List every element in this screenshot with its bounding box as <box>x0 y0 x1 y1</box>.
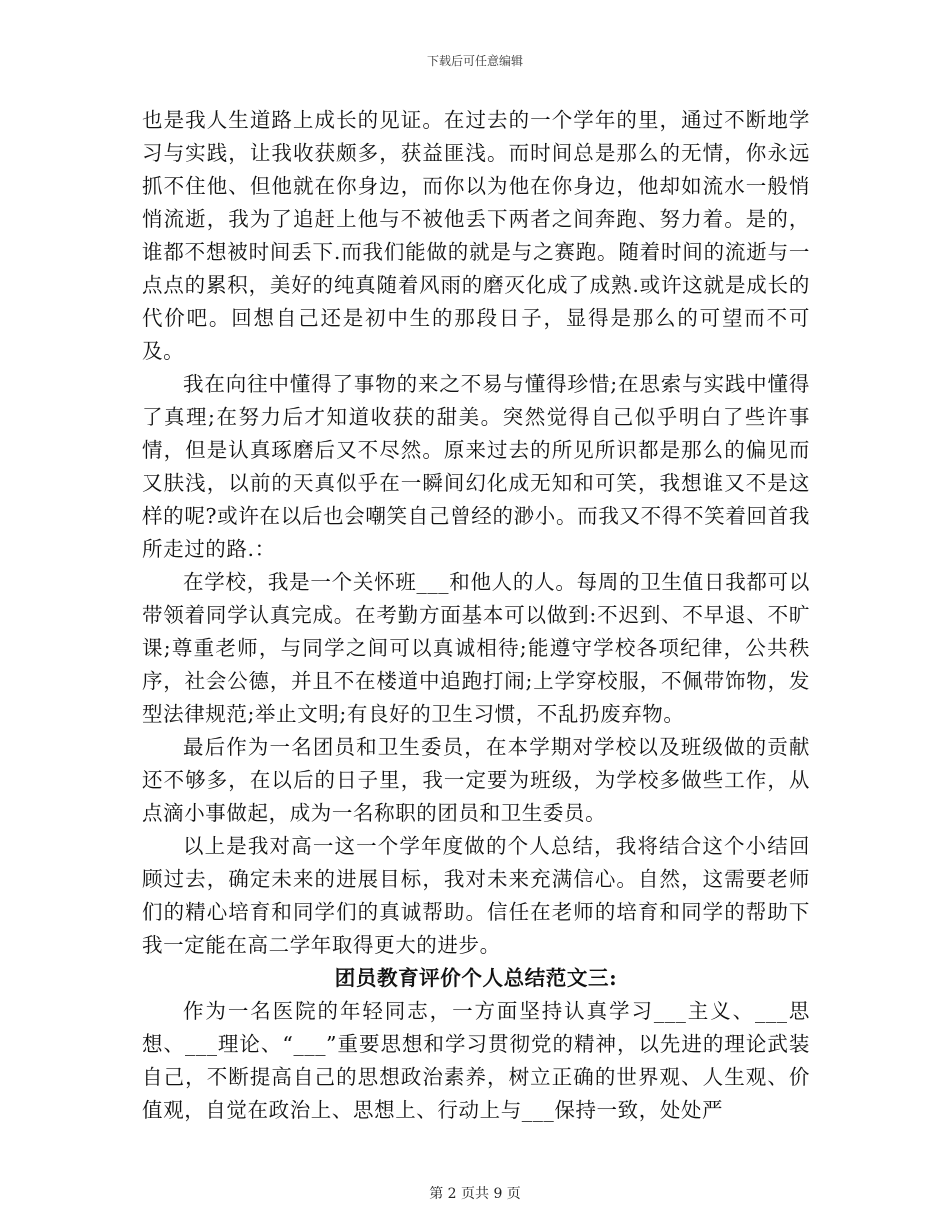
paragraph-1: 也是我人生道路上成长的见证。在过去的一个学年的里，通过不断地学习与实践，让我收获颇多，获益匪浅。而时间总是那么的无情，你永远抓不住他、但他就在你身边，而你以为他在你身边，他却如流水一般悄悄流逝，我为了追赶上他与不被他丢下两者之间奔跑、努力着。是的，谁都不想被时间丢下.而我们能做的就是与之赛跑。随着时间的流逝与一点点的累积，美好的纯真随着风雨的磨灭化成了成熟.或许这就是成长的代价吧。回想自己还是初中生的那段日子，显得是那么的可望而不可及。 <box>142 108 810 363</box>
paragraph-4: 最后作为一名团员和卫生委员，在本学期对学校以及班级做的贡献还不够多，在以后的日子里，我一定要为班级，为学校多做些工作，从点滴小事做起，成为一名称职的团员和卫生委员。 <box>142 735 810 825</box>
paragraph-3: 在学校，我是一个关怀班___和他人的人。每周的卫生值日我都可以带领着同学认真完成。在考勤方面基本可以做到:不迟到、不早退、不旷课;尊重老师，与同学之间可以真诚相待;能遵守学校各项纪律，公共秩序，社会公德，并且不在楼道中追跑打闹;上学穿校服，不佩带饰物，发型法律规范;举止文明;有良好的卫生习惯，不乱扔废弃物。 <box>142 570 810 726</box>
paragraph-5: 以上是我对高一这一个学年度做的个人总结，我将结合这个小结回顾过去，确定未来的进展目标，我对未来充满信心。自然，这需要老师们的精心培育和同学们的真诚帮助。信任在老师的培育和同学的帮助下我一定能在高二学年取得更大的进步。 <box>142 834 810 957</box>
page-header: 下载后可任意编辑 <box>426 54 523 68</box>
section-title: 团员教育评价个人总结范文三: <box>334 966 618 990</box>
section-paragraph: 作为一名医院的年轻同志，一方面坚持认真学习___主义、___思想、___理论、“___”重要思想和学习贯彻党的精神，以先进的理论武装自己，不断提高自己的思想政治素养，树立正确的世界观、人生观、价值观，自觉在政治上、思想上、行动上与___保持一致，处处严 <box>142 999 810 1122</box>
page-footer: 第 2 页共 9 页 <box>429 1186 521 1202</box>
paragraph-2: 我在向往中懂得了事物的来之不易与懂得珍惜;在思索与实践中懂得了真理;在努力后才知道收获的甜美。突然觉得自己似乎明白了些许事情，但是认真琢磨后又不尽然。原来过去的所见所识都是那么的偏见而又肤浅，以前的天真似乎在一瞬间幻化成无知和可笑，我想谁又不是这样的呢?或许在以后也会嘲笑自己曾经的渺小。而我又不得不笑着回首我所走过的路.： <box>142 372 810 561</box>
document-body <box>142 104 810 1127</box>
